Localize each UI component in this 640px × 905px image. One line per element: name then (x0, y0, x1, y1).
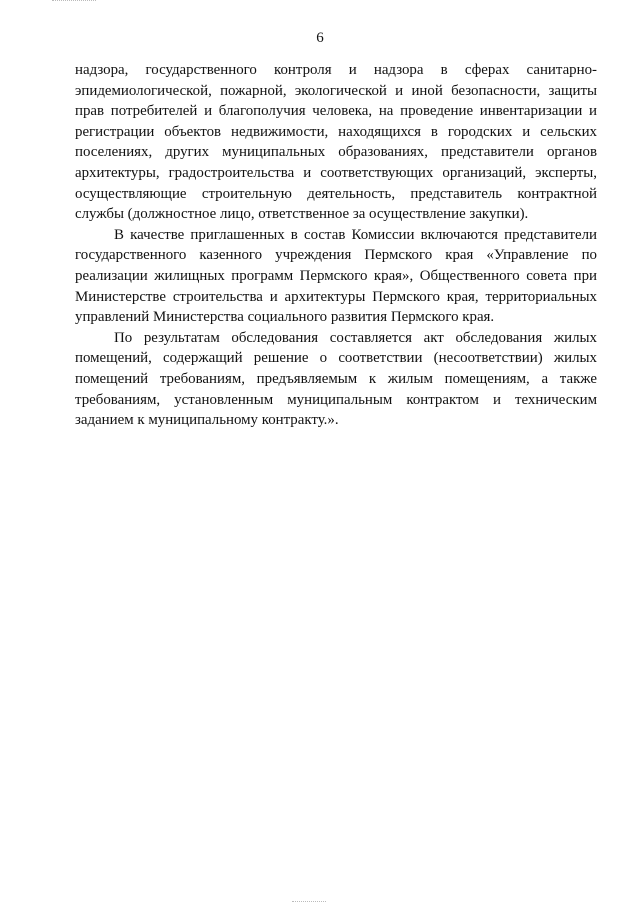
paragraph-continuation: надзора, государственного контроля и надзора в сферах санитарно-эпидемиологической, пожарной, экологической и иной безопасности, защиты прав потребителей и благополучия человека, на проведение инвентаризации и регистрации объектов недвижимости, находящихся в городских и сельских поселениях, других муниципальных образованиях, представители органов архитектуры, градостроительства и соответствующих организаций, эксперты, осуществляющие строительную деятельность, представитель контрактной службы (должностное лицо, ответственное за осуществление закупки). (75, 62, 597, 223)
page-number: 6 (316, 30, 324, 46)
document-body (75, 60, 597, 431)
scan-edge-mark-bottom (292, 901, 326, 903)
paragraph-inspection-act: По результатам обследования составляется акт обследования жилых помещений, содержащий решение о соответствии (несоответствии) жилых помещений требованиям, предъявляемым к жилым помещениям, а также требованиям, установленным муниципальным контрактом и техническим заданием к муниципальному контракту.». (75, 329, 597, 429)
scan-edge-mark-top (52, 0, 96, 2)
paragraph-invited-members: В качестве приглашенных в состав Комиссии включаются представители государственного казенного учреждения Пермского края «Управление по реализации жилищных программ Пермского края», Общественного совета при Министерстве строительства и архитектуры Пермского края, территориальных управлений Министерства социального развития Пермского края. (75, 226, 597, 326)
